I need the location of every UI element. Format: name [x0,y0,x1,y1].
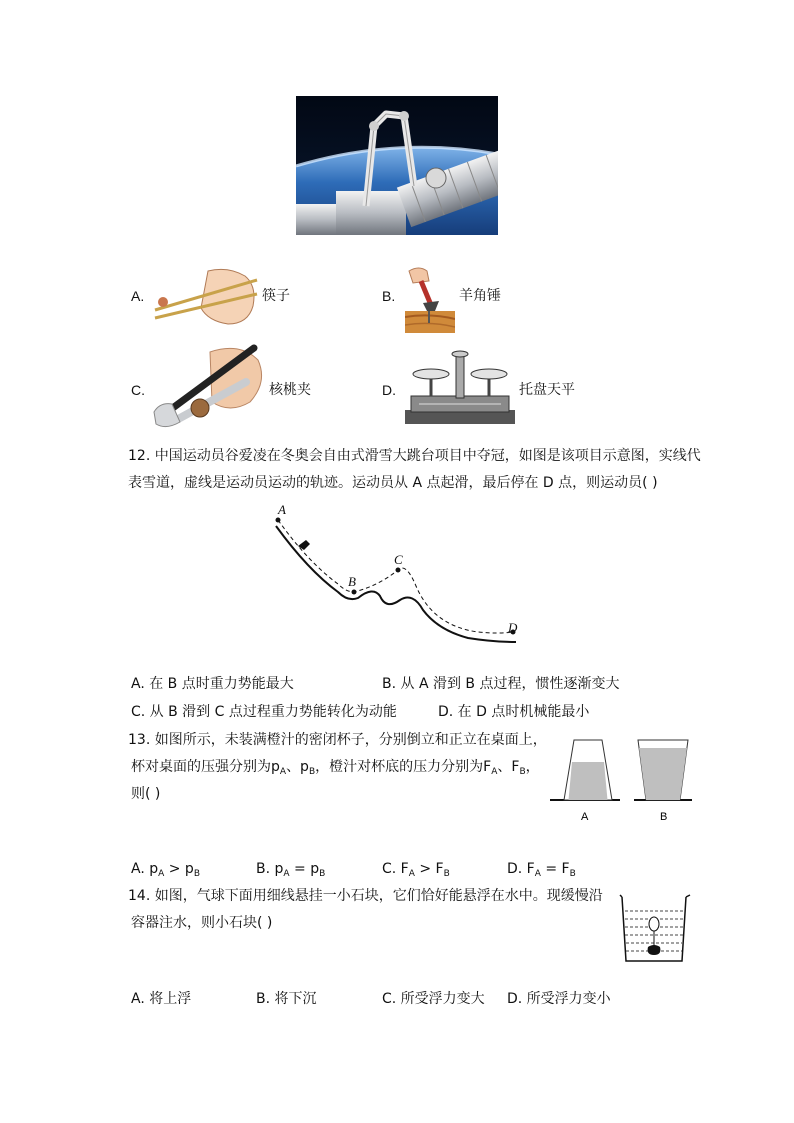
q11-option-b-label: 羊角锤 [459,288,501,304]
q14-option-d: D. 所受浮力变小 [507,991,611,1007]
beaker-diagram [616,893,692,965]
q14-stem-line-2: 容器注水，则小石块( ) [131,915,273,931]
q13-option-c: C. $F_A > F_B$ [382,861,450,879]
q11-option-d-label: 托盘天平 [519,382,575,398]
q11-option-d-letter: D. [382,382,396,398]
q13-stem-line-2: 杯对桌面的压强分别为$p_A$、$p_B$，橙汁对杯底的压力分别为$F_A$、$F_B$， [131,759,540,777]
q12-option-a: A. 在 B 点时重力势能最大 [131,676,294,692]
q12-option-c: C. 从 B 滑到 C 点过程重力势能转化为动能 [131,704,397,720]
q12-stem-line-2: 表雪道，虚线是运动员运动的轨迹。运动员从 A 点起滑，最后停在 D 点，则运动员( ) [128,475,658,491]
q12-option-b: B. 从 A 滑到 B 点过程，惯性逐渐变大 [382,676,620,692]
cup-b-label: B [660,811,668,823]
space-station-image [296,96,498,235]
cups-diagram [548,736,694,826]
q14-option-b: B. 将下沉 [256,991,317,1007]
ski-jump-diagram [268,500,528,650]
q13-option-a: A. $p_A > p_B$ [131,861,201,879]
point-b-label: B [348,574,356,589]
q11-option-a-label: 筷子 [262,288,290,304]
point-c-label: C [394,552,403,567]
q13-stem-line-1: 13. 如图所示，未装满橙汁的密闭杯子，分别倒立和正立在桌面上， [128,732,547,748]
q12-stem-line-1: 12. 中国运动员谷爱凌在冬奥会自由式滑雪大跳台项目中夺冠，如图是该项目示意图，实线代 [128,448,701,464]
q11-option-a-letter: A. [131,288,145,304]
q13-option-b: B. $p_A = p_B$ [256,861,326,879]
cup-a-label: A [581,811,589,823]
point-a-label: A [278,502,286,517]
nutcracker-icon [150,342,268,432]
chopsticks-icon [153,266,261,326]
claw-hammer-icon [405,265,455,333]
q11-option-c-label: 核桃夹 [269,382,311,398]
q14-option-c: C. 所受浮力变大 [382,991,485,1007]
q11-option-c-letter: C. [131,382,145,398]
balance-scale-icon [405,350,515,432]
q13-option-d: D. $F_A = F_B$ [507,861,576,879]
q14-stem-line-1: 14. 如图，气球下面用细线悬挂一小石块，它们恰好能悬浮在水中。现缓慢沿 [128,888,603,904]
q11-option-b-letter: B. [382,288,396,304]
point-d-label: D [508,620,518,635]
q13-stem-line-3: 则( ) [131,786,161,802]
q12-option-d: D. 在 D 点时机械能最小 [438,704,590,720]
q14-option-a: A. 将上浮 [131,991,192,1007]
